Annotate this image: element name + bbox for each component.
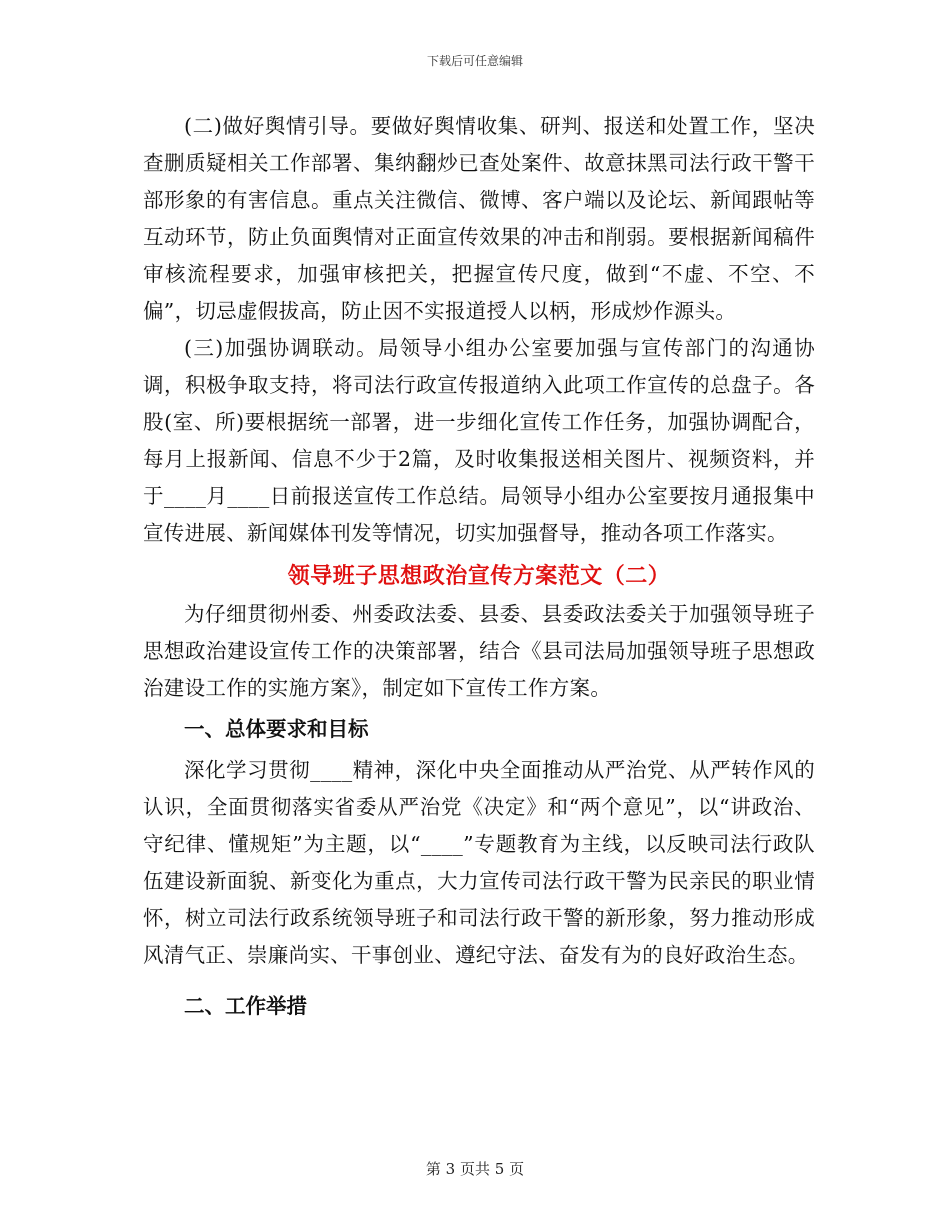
page-footer: 第 3 页共 5 页 [425,1160,525,1178]
section-title: 领导班子思想政治宣传方案范文（二） [287,563,671,589]
heading-overall-requirements: 一、总体要求和目标 [184,717,369,741]
paragraph-intro: 为仔细贯彻州委、州委政法委、县委、县委政法委关于加强领导班子思想政治建设宣传工作的决策部署，结合《县司法局加强领导班子思想政治建设工作的实施方案》，制定如下宣传工作方案。 [143,602,815,700]
heading-work-measures: 二、工作举措 [184,994,307,1018]
paragraph-public-opinion: (二)做好舆情引导。要做好舆情收集、研判、报送和处置工作，坚决查删质疑相关工作部署、集纳翻炒已查处案件、故意抹黑司法行政干警干部形象的有害信息。重点关注微信、微博、客户端以及论坛、新闻跟帖等互动环节，防止负面舆情对正面宣传效果的冲击和削弱。要根据新闻稿件审核流程要求，加强审核把关，把握宣传尺度，做到“不虚、不空、不偏”，切忌虚假拔高，防止因不实报道授人以柄，形成炒作源头。 [143,114,815,323]
document-body [143,108,815,1029]
paragraph-overall-requirements: 深化学习贯彻____精神，深化中央全面推动从严治党、从严转作风的认识，全面贯彻落实省委从严治党《决定》和“两个意见”，以“讲政治、守纪律、懂规矩”为主题，以“____”专题教育为主线，以反映司法行政队伍建设新面貌、新变化为重点，大力宣传司法行政干警为民亲民的职业情怀，树立司法行政系统领导班子和司法行政干警的新形象，努力推动形成风清气正、崇廉尚实、干事创业、遵纪守法、奋发有为的良好政治生态。 [143,758,815,967]
paragraph-coordination: (三)加强协调联动。局领导小组办公室要加强与宣传部门的沟通协调，积极争取支持，将司法行政宣传报道纳入此项工作宣传的总盘子。各股(室、所)要根据统一部署，进一步细化宣传工作任务，加强协调配合，每月上报新闻、信息不少于2篇，及时收集报送相关图片、视频资料，并于____月____日前报送宣传工作总结。局领导小组办公室要按月通报集中宣传进展、新闻媒体刊发等情况，切实加强督导，推动各项工作落实。 [143,336,815,545]
page-header: 下载后可任意编辑 [426,54,523,68]
